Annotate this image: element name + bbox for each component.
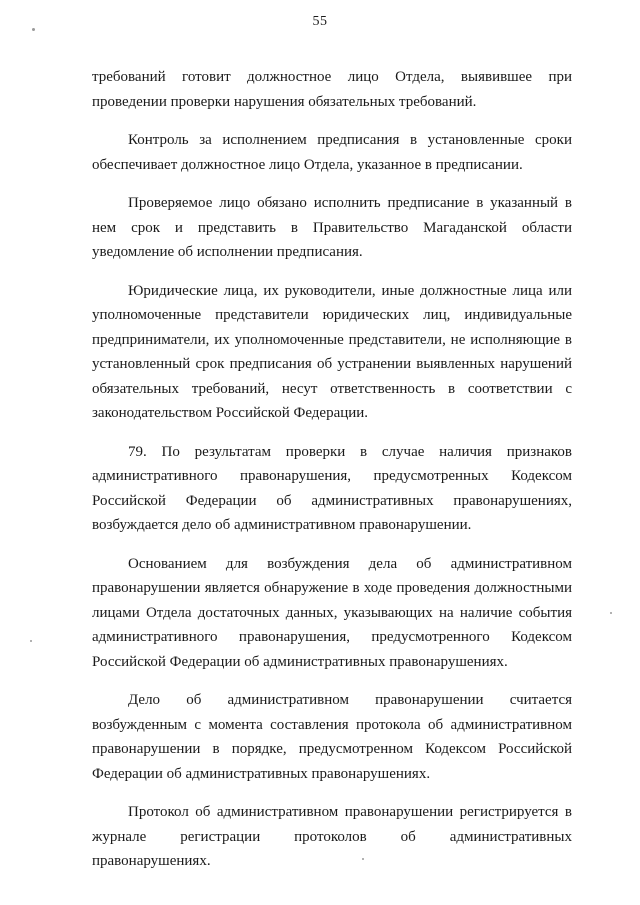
paragraph-continuation: требований готовит должностное лицо Отдела, выявившее при проведении проверки нарушения обязательных требований. [92, 69, 572, 110]
paragraph-item-79: 79. По результатам проверки в случае наличия признаков административного правонарушения, предусмотренных Кодексом Российской Федерации об административных правонарушениях, возбуждается дело об административном правонарушении. [92, 443, 572, 533]
paragraph-protocol-registration: Протокол об административном правонарушении регистрируется в журнале регистрации протоколов об административных правонарушениях. [92, 804, 572, 869]
scan-speck [362, 858, 364, 860]
paragraph-obligation: Проверяемое лицо обязано исполнить предписание в указанный в нем срок и представить в Правительство Магаданской области уведомление об исполнении предписания. [92, 195, 572, 260]
paragraph-grounds: Основанием для возбуждения дела об административном правонарушении является обнаружение в ходе проведения должностными лицами Отдела достаточных данных, указывающих на наличие события административного правонарушения, предусмотренного Кодексом Российской Федерации об административных правонарушениях. [92, 555, 572, 670]
scan-speck [30, 640, 32, 642]
paragraph-case-initiated: Дело об административном правонарушении считается возбужденным с момента составления протокола об административном правонарушении в порядке, предусмотренном Кодексом Российской Федерации об административных правонарушениях. [92, 692, 572, 782]
scan-speck [610, 612, 612, 614]
paragraph-liability: Юридические лица, их руководители, иные должностные лица или уполномоченные представители юридических лиц, индивидуальные предприниматели, их уполномоченные представители, не исполняющие в установленный срок предписания об устранении выявленных нарушений обязательных требований, несут ответственность в соответствии с законодательством Российской Федерации. [92, 282, 572, 421]
page-number: 55 [312, 14, 328, 29]
paragraph-control: Контроль за исполнением предписания в установленные сроки обеспечивает должностное лицо Отдела, указанное в предписании. [92, 132, 572, 173]
document-body [92, 65, 572, 888]
scan-speck [32, 28, 35, 31]
